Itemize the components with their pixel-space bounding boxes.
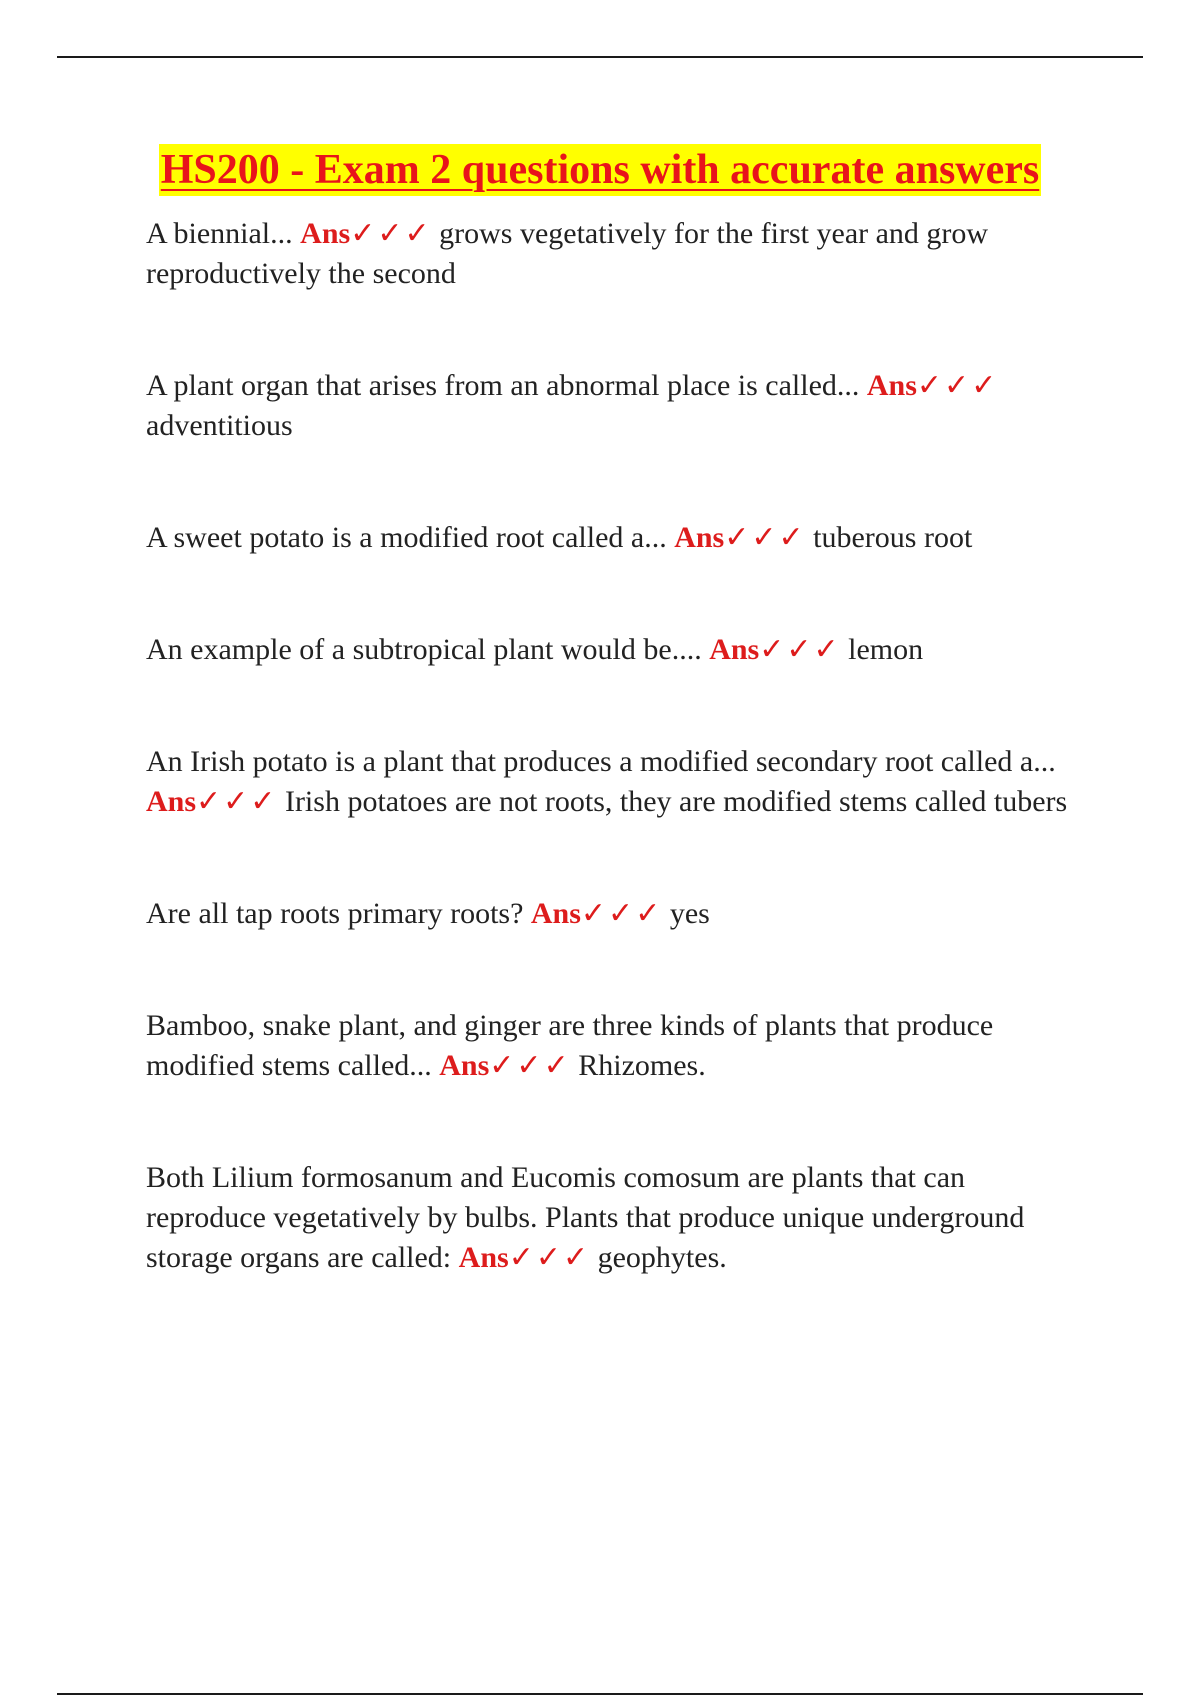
document-title: HS200 - Exam 2 questions with accurate answers — [159, 144, 1042, 196]
qa-item-2 — [146, 366, 1086, 446]
checkmark-icon: ✓✓✓ — [489, 1049, 571, 1082]
question-text: Both Lilium formosanum and Eucomis comosum are plants that can reproduce vegetatively by bulbs. Plants that produce unique underground storage organs are called: — [146, 1161, 1025, 1274]
answer-marker: Ans — [300, 217, 351, 250]
qa-item-4 — [146, 630, 1086, 670]
question-text: Bamboo, snake plant, and ginger are three kinds of plants that produce modified stems called... — [146, 1009, 994, 1082]
title-container — [0, 144, 1200, 196]
answer-text: grows vegetatively for the first year and grow reproductively the second — [146, 217, 989, 290]
question-text: An example of a subtropical plant would be.... — [146, 633, 702, 666]
answer-marker: Ans — [709, 633, 760, 666]
question-text: Are all tap roots primary roots? — [146, 897, 524, 930]
bottom-rule — [57, 1693, 1143, 1695]
answer-text: Rhizomes. — [578, 1049, 706, 1082]
question-text: A sweet potato is a modified root called a... — [146, 521, 667, 554]
answer-text: tuberous root — [813, 521, 973, 554]
checkmark-icon: ✓✓✓ — [196, 785, 278, 818]
question-text: A biennial... — [146, 217, 293, 250]
answer-marker: Ans — [866, 369, 917, 402]
answer-marker: Ans — [458, 1241, 509, 1274]
question-text: A plant organ that arises from an abnormal place is called... — [146, 369, 860, 402]
qa-item-8 — [146, 1158, 1086, 1278]
qa-item-3 — [146, 518, 1086, 558]
top-rule — [57, 56, 1143, 58]
checkmark-icon: ✓✓✓ — [508, 1241, 591, 1274]
qa-item-7 — [146, 1006, 1086, 1086]
qa-list — [146, 214, 1086, 1278]
checkmark-icon: ✓✓✓ — [759, 633, 841, 666]
answer-marker: Ans — [146, 785, 197, 818]
answer-text: lemon — [848, 633, 924, 666]
qa-item-6 — [146, 894, 1086, 934]
checkmark-icon: ✓✓✓ — [350, 217, 432, 250]
answer-text: Irish potatoes are not roots, they are modified stems called tubers — [284, 785, 1068, 818]
answer-marker: Ans — [439, 1049, 490, 1082]
answer-marker: Ans — [530, 897, 581, 930]
question-text: An Irish potato is a plant that produces a modified secondary root called a... — [146, 745, 1056, 778]
answer-text: geophytes. — [597, 1241, 727, 1274]
checkmark-icon: ✓✓✓ — [580, 897, 663, 930]
qa-item-1 — [146, 214, 1086, 294]
answer-marker: Ans — [674, 521, 725, 554]
qa-item-5 — [146, 742, 1086, 822]
answer-text: adventitious — [146, 409, 293, 442]
checkmark-icon: ✓✓✓ — [724, 521, 806, 554]
answer-text: yes — [669, 897, 710, 930]
checkmark-icon: ✓✓✓ — [916, 369, 999, 402]
